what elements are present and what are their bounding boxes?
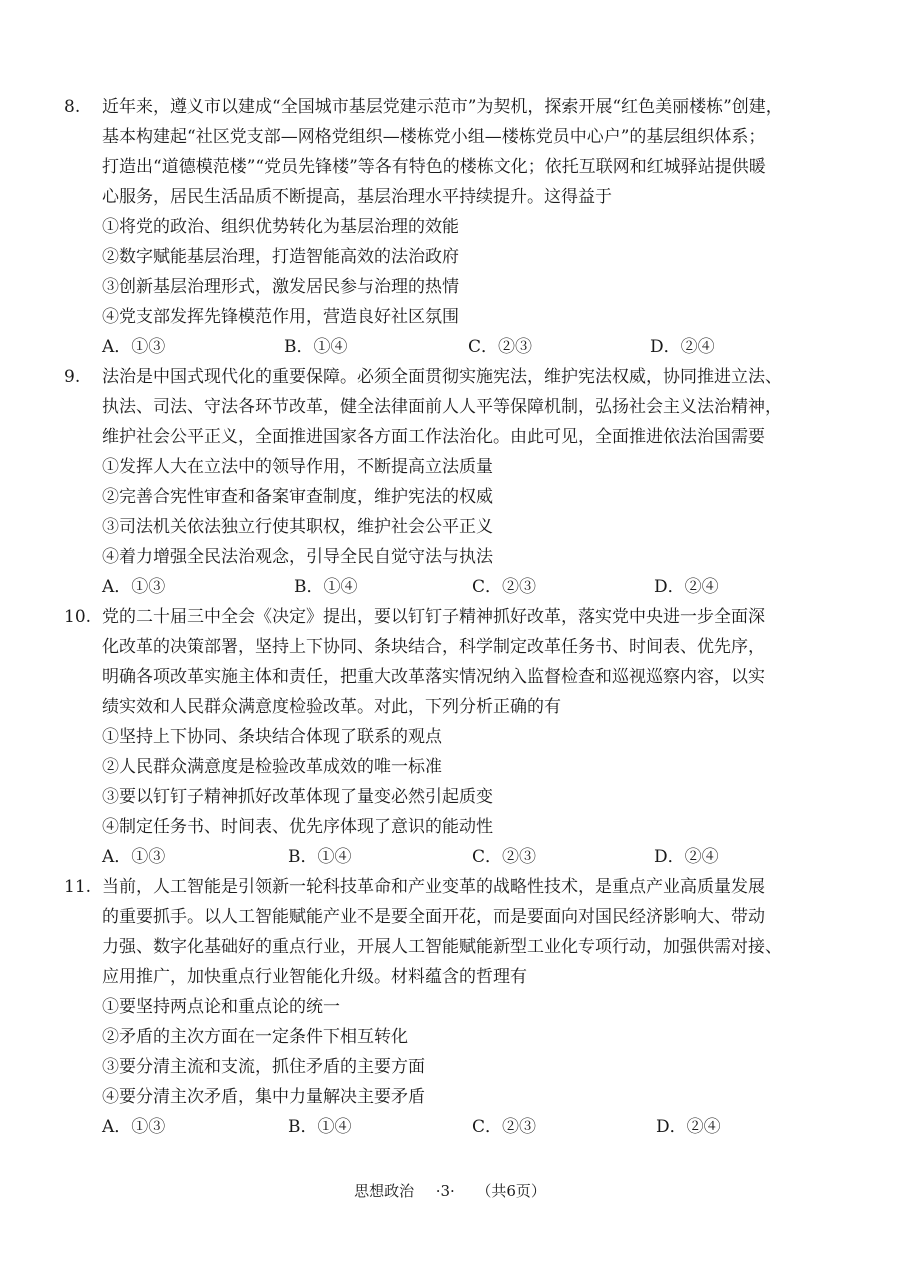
statement-list bbox=[102, 212, 834, 332]
answer-choice-d[interactable]: D．②④ bbox=[650, 337, 715, 357]
statement-item: ②完善合宪性审查和备案审查制度，维护宪法的权威 bbox=[102, 487, 493, 507]
page-footer bbox=[0, 1180, 900, 1201]
statement-item: ②矛盾的主次方面在一定条件下相互转化 bbox=[102, 1027, 408, 1047]
question-stem bbox=[102, 92, 834, 212]
question-number: 9. bbox=[64, 367, 81, 387]
stem-line: 明确各项改革实施主体和责任，把重大改革落实情况纳入监督检查和巡视巡察内容，以实 bbox=[102, 667, 765, 687]
stem-line: 基本构建起“社区党支部—网格党组织—楼栋党小组—楼栋党员中心户”的基层组织体系； bbox=[102, 127, 766, 147]
statement-item: ①要坚持两点论和重点论的统一 bbox=[102, 997, 340, 1017]
stem-line: 的重要抓手。以人工智能赋能产业不是要全面开花，而是要面向对国民经济影响大、带动 bbox=[102, 907, 765, 927]
stem-line: 维护社会公平正义，全面推进国家各方面工作法治化。由此可见，全面推进依法治国需要 bbox=[102, 427, 765, 447]
statement-item: ④党支部发挥先锋模范作用，营造良好社区氛围 bbox=[102, 307, 459, 327]
statement-item: ④要分清主次矛盾，集中力量解决主要矛盾 bbox=[102, 1087, 425, 1107]
question-10 bbox=[64, 602, 834, 872]
question-stem bbox=[102, 872, 834, 992]
answer-choice-b[interactable]: B．①④ bbox=[284, 337, 348, 357]
statement-item: ③司法机关依法独立行使其职权，维护社会公平正义 bbox=[102, 517, 493, 537]
stem-line: 近年来，遵义市以建成“全国城市基层党建示范市”为契机，探索开展“红色美丽楼栋”创建， bbox=[102, 97, 783, 117]
stem-line: 化改革的决策部署，坚持上下协同、条块结合，科学制定改革任务书、时间表、优先序， bbox=[102, 637, 765, 657]
question-number: 11. bbox=[64, 877, 92, 897]
statement-item: ④着力增强全民法治观念，引导全民自觉守法与执法 bbox=[102, 547, 493, 567]
question-number: 10. bbox=[64, 607, 92, 627]
answer-choice-d[interactable]: D．②④ bbox=[654, 847, 719, 867]
statement-list bbox=[102, 992, 834, 1112]
stem-line: 当前，人工智能是引领新一轮科技革命和产业变革的战略性技术，是重点产业高质量发展 bbox=[102, 877, 765, 897]
statement-item: ①将党的政治、组织优势转化为基层治理的效能 bbox=[102, 217, 459, 237]
stem-line: 法治是中国式现代化的重要保障。必须全面贯彻实施宪法，维护宪法权威，协同推进立法、 bbox=[102, 367, 782, 387]
statement-list bbox=[102, 452, 834, 572]
statement-item: ②人民群众满意度是检验改革成效的唯一标准 bbox=[102, 757, 442, 777]
answer-choice-c[interactable]: C．②③ bbox=[468, 337, 533, 357]
stem-line: 应用推广，加快重点行业智能化升级。材料蕴含的哲理有 bbox=[102, 967, 527, 987]
statement-item: ①发挥人大在立法中的领导作用，不断提高立法质量 bbox=[102, 457, 493, 477]
stem-line: 执法、司法、守法各环节改革，健全法律面前人人平等保障机制，弘扬社会主义法治精神， bbox=[102, 397, 782, 417]
question-9 bbox=[64, 362, 834, 602]
question-number: 8. bbox=[64, 97, 81, 117]
statement-item: ③要以钉钉子精神抓好改革体现了量变必然引起质变 bbox=[102, 787, 493, 807]
stem-line: 打造出“道德模范楼”“党员先锋楼”等各有特色的楼栋文化；依托互联网和红城驿站提供暖 bbox=[102, 157, 766, 177]
stem-line: 党的二十届三中全会《决定》提出，要以钉钉子精神抓好改革，落实党中央进一步全面深 bbox=[102, 607, 765, 627]
question-11 bbox=[64, 872, 834, 1142]
statement-item: ①坚持上下协同、条块结合体现了联系的观点 bbox=[102, 727, 442, 747]
statement-item: ③要分清主流和支流，抓住矛盾的主要方面 bbox=[102, 1057, 425, 1077]
answer-choice-a[interactable]: A．①③ bbox=[102, 577, 166, 597]
answer-choice-a[interactable]: A．①③ bbox=[102, 1117, 166, 1137]
answer-choice-c[interactable]: C．②③ bbox=[472, 1117, 537, 1137]
statement-item: ②数字赋能基层治理，打造智能高效的法治政府 bbox=[102, 247, 459, 267]
statement-list bbox=[102, 722, 834, 842]
answer-choices bbox=[102, 1112, 834, 1142]
answer-choice-b[interactable]: B．①④ bbox=[294, 577, 358, 597]
answer-choice-a[interactable]: A．①③ bbox=[102, 847, 166, 867]
answer-choice-c[interactable]: C．②③ bbox=[472, 847, 537, 867]
answer-choice-d[interactable]: D．②④ bbox=[654, 577, 719, 597]
question-stem bbox=[102, 602, 834, 722]
answer-choice-c[interactable]: C．②③ bbox=[472, 577, 537, 597]
statement-item: ③创新基层治理形式，激发居民参与治理的热情 bbox=[102, 277, 459, 297]
footer-page-number: ·3· bbox=[435, 1182, 455, 1200]
answer-choices bbox=[102, 332, 834, 362]
footer-total-pages: （共6页） bbox=[476, 1182, 546, 1200]
question-8 bbox=[64, 92, 834, 362]
footer-subject: 思想政治 bbox=[354, 1182, 415, 1200]
answer-choice-b[interactable]: B．①④ bbox=[288, 1117, 352, 1137]
question-stem bbox=[102, 362, 834, 452]
statement-item: ④制定任务书、时间表、优先序体现了意识的能动性 bbox=[102, 817, 493, 837]
answer-choice-d[interactable]: D．②④ bbox=[656, 1117, 721, 1137]
answer-choice-b[interactable]: B．①④ bbox=[288, 847, 352, 867]
stem-line: 绩实效和人民群众满意度检验改革。对此，下列分析正确的有 bbox=[102, 697, 561, 717]
answer-choice-a[interactable]: A．①③ bbox=[102, 337, 166, 357]
answer-choices bbox=[102, 842, 834, 872]
stem-line: 心服务，居民生活品质不断提高，基层治理水平持续提升。这得益于 bbox=[102, 187, 612, 207]
answer-choices bbox=[102, 572, 834, 602]
stem-line: 力强、数字化基础好的重点行业，开展人工智能赋能新型工业化专项行动，加强供需对接、 bbox=[102, 937, 782, 957]
